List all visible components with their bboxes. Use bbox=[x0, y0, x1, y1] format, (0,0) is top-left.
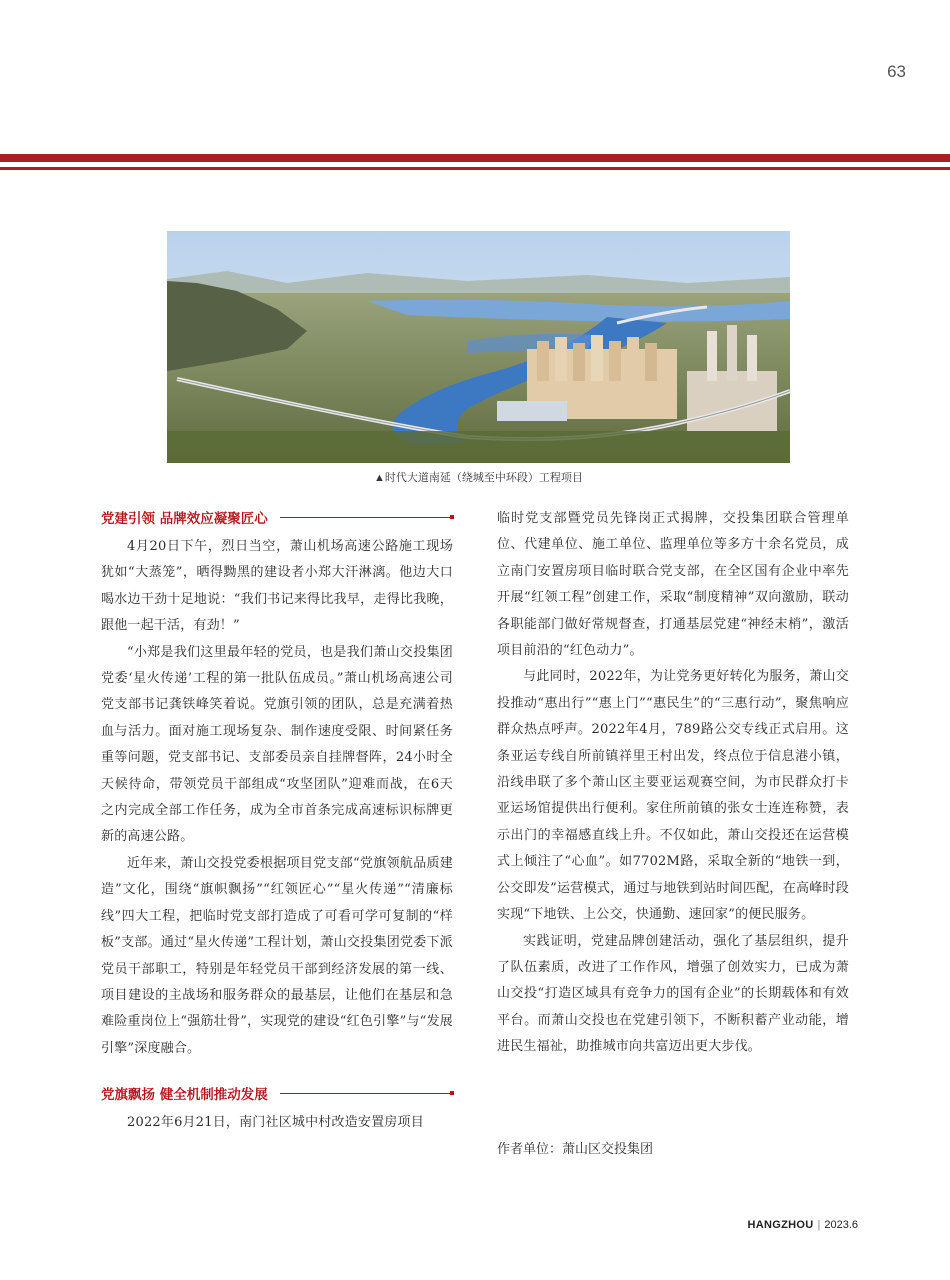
section-heading-1-text: 党建引领 品牌效应凝聚匠心 bbox=[101, 511, 268, 527]
header-band-thick bbox=[0, 154, 950, 162]
paragraph: 4月20日下午，烈日当空，萧山机场高速公路施工现场犹如“大蒸笼”，晒得黝黑的建设者小郑大汗淋漓。他边大口喝水边干劲十足地说：“我们书记来得比我早，走得比我晚，跟他一起干活，有劲！” bbox=[101, 539, 453, 634]
heading-rule bbox=[280, 517, 453, 518]
left-column bbox=[101, 506, 453, 1137]
photo-caption: ▲时代大道南延（绕城至中环段）工程项目 bbox=[374, 472, 583, 484]
section-heading-2-text: 党旗飘扬 健全机制推动发展 bbox=[101, 1087, 268, 1104]
paragraph: 与此同时，2022年，为让党务更好转化为服务，萧山交投推动“惠出行”“惠上门”“惠民生”的“三惠行动”，聚焦响应群众热点呼声。2022年4月，789路公交专线正式启用。这条亚运专线自所前镇祥里王村出发，终点位于信息港小镇，沿线串联了多个萧山区主要亚运观赛空间，为市民群众打卡亚运场馆提供出行便利。家住所前镇的张女士连连称赞，表示出门的幸福感直线上升。不仅如此，萧山交投还在运营模式上倾注了“心血”。如7702M路，采取全新的“地铁一到，公交即发”运营模式，通过与地铁到站时间匹配，在高峰时段实现“下地铁、上公交，快通勤、速回家”的便民服务。 bbox=[497, 669, 849, 923]
heading-rule bbox=[280, 1093, 453, 1094]
page-number: 63 bbox=[887, 62, 906, 81]
section-heading-1 bbox=[101, 506, 453, 528]
author-affiliation: 作者单位：萧山区交投集团 bbox=[497, 1142, 654, 1157]
right-column bbox=[497, 506, 849, 1061]
paragraph: 临时党支部暨党员先锋岗正式揭牌，交投集团联合管理单位、代建单位、施工单位、监理单位等多方十余名党员，成立南门安置房项目临时联合党支部，在全区国有企业中率先开展“红领工程”创建工作，采取“制度精神”双向激励，联动各职能部门做好常规督查，打通基层党建“神经末梢”，激活项目前沿的“红色动力”。 bbox=[497, 511, 849, 659]
paragraph: 近年来，萧山交投党委根据项目党支部“党旗领航品质建造”文化，围绕“旗帜飘扬”“红领匠心”“星火传递”“清廉标线”四大工程，把临时党支部打造成了可看可学可复制的“样板”支部。通过“星火传递”工程计划，萧山交投集团党委下派党员干部职工，特别是年轻党员干部到经济发展的第一线、项目建设的主战场和服务群众的最基层，让他们在基层和急难险重岗位上“强筋壮骨”，实现党的建设“红色引擎”与“发展引擎”深度融合。 bbox=[101, 855, 453, 1056]
section-heading-2 bbox=[101, 1082, 453, 1104]
aerial-photo bbox=[167, 231, 790, 463]
paragraph: 实践证明，党建品牌创建活动，强化了基层组织，提升了队伍素质，改进了工作作风，增强了创效实力，已成为萧山交投“打造区域具有竞争力的国有企业”的长期载体和有效平台。而萧山交投也在党建引领下，不断积蓄产业动能，增进民生福祉，助推城市向共富迈出更大步伐。 bbox=[497, 933, 849, 1055]
issue-number: 2023.6 bbox=[824, 1219, 858, 1231]
footer bbox=[748, 1219, 858, 1231]
header-band-thin bbox=[0, 167, 950, 170]
footer-separator: | bbox=[817, 1219, 821, 1231]
paragraph: “小郑是我们这里最年轻的党员，也是我们萧山交投集团党委‘星火传递’工程的第一批队伍成员。”萧山机场高速公司党支部书记龚铁峰笑着说。党旗引领的团队，总是充满着热血与活力。面对施工现场复杂、制作速度受限、时间紧任务重等问题，党支部书记、支部委员亲自挂牌督阵，24小时全天候待命，带领党员干部组成“攻坚团队”迎难而战，在6天之内完成全部工作任务，成为全市首条完成高速标识标牌更新的高速公路。 bbox=[101, 644, 453, 845]
magazine-name: HANGZHOU bbox=[747, 1219, 814, 1231]
paragraph: 2022年6月21日，南门社区城中村改造安置房项目 bbox=[127, 1115, 424, 1131]
